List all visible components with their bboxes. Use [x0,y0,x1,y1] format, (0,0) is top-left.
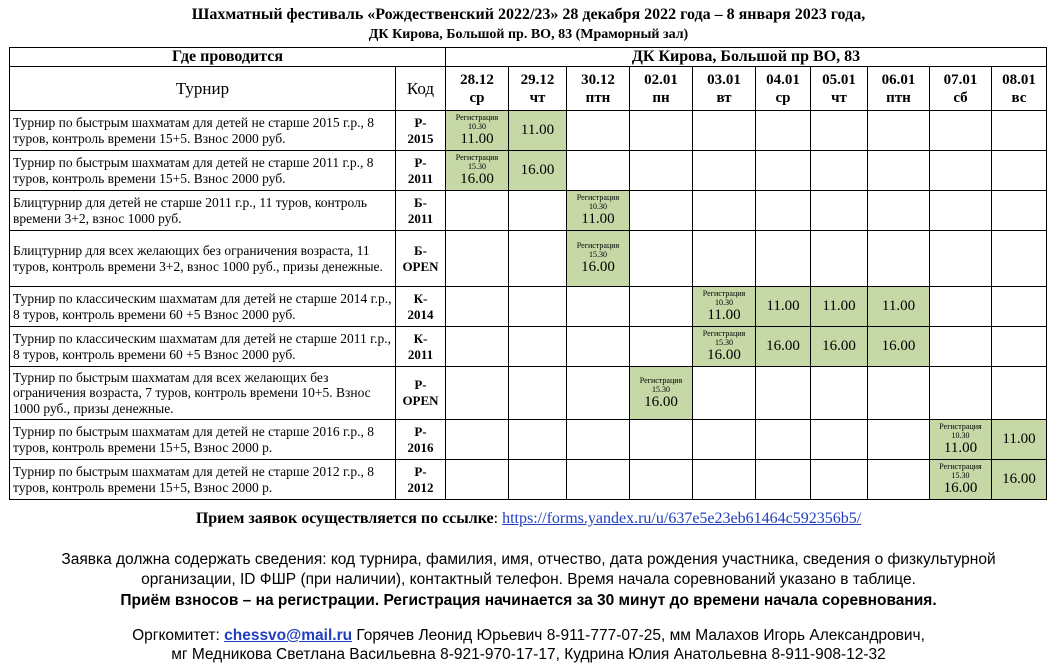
date-header: 02.01 пн [630,67,693,111]
registration-cell: Регистрация 15.30 16.00 [630,367,693,420]
table-row [10,191,1047,231]
tournament-code: Б- OPEN [396,231,446,287]
registration-cell: Регистрация 15.30 16.00 [693,327,756,367]
registration-cell: Регистрация 10.30 11.00 [693,287,756,327]
document-subtitle: ДК Кирова, Большой пр. ВО, 83 (Мраморный зал) [368,27,689,42]
tournament-description: Турнир по быстрым шахматам для детей не старше 2012 г.р., 8 туров, контроль времени 15+5, Взнос 2000 р. [10,460,396,500]
tournament-description: Блицтурнир для всех желающих без ограничения возраста, 11 туров, контроль времени 3+2, взнос 1000 руб., призы денежные. [10,231,396,287]
date-header: 07.01 сб [930,67,992,111]
tournament-code: Р- 2012 [396,460,446,500]
tournament-description: Турнир по классическим шахматам для детей не старше 2014 г.р., 8 туров, контроль времени 60 +5 Взнос 2000 руб. [10,287,396,327]
start-cell: 16.00 [992,460,1047,500]
tournament-description: Турнир по быстрым шахматам для детей не старше 2016 г.р., 8 туров, контроль времени 15+5, Взнос 2000 р. [10,420,396,460]
tournament-code: Р- 2016 [396,420,446,460]
start-cell: 11.00 [811,287,868,327]
table-row [10,367,1047,420]
registration-cell: Регистрация 10.30 11.00 [446,111,509,151]
table-row [10,111,1047,151]
orgcommittee: Оргкомитет: chessvo@mail.ru Горячев Леонид Юрьевич 8-911-777-07-25, мм Малахов Игорь Александрович, мг Медникова Светлана Васильевна 8-921-970-17-17, Кудрина Юлия Анатольевна 8-911-908-12-32 [132,627,925,663]
start-cell: 11.00 [992,420,1047,460]
tournament-description: Турнир по быстрым шахматам для всех желающих без ограничения возраста, 7 туров, контроль времени 10+5. Взнос 1000 руб., призы денежные. [10,367,396,420]
date-header: 08.01 вс [992,67,1047,111]
registration-cell: Регистрация 15.30 16.00 [930,460,992,500]
date-header: 06.01 птн [868,67,930,111]
email-link[interactable]: chessvo@mail.ru [224,627,353,644]
registration-cell: Регистрация 15.30 16.00 [446,151,509,191]
tournament-code: Р- 2011 [396,151,446,191]
table-row [10,327,1047,367]
date-header: 05.01 чт [811,67,868,111]
table-row [10,287,1047,327]
tournament-code: К- 2014 [396,287,446,327]
tournament-header: Турнир [10,67,396,111]
start-cell: 16.00 [868,327,930,367]
tournament-description: Турнир по быстрым шахматам для детей не старше 2015 г.р., 8 туров, контроль времени 15+5. Взнос 2000 руб. [10,111,396,151]
tournament-code: Б- 2011 [396,191,446,231]
tournament-description: Блицтурнир для детей не старше 2011 г.р., 11 туров, контроль времени 3+2, взнос 1000 руб. [10,191,396,231]
tournament-code: Р- 2015 [396,111,446,151]
tournament-code: Р- OPEN [396,367,446,420]
date-header: 04.01 ср [756,67,811,111]
start-cell: 16.00 [509,151,567,191]
date-header: 03.01 вт [693,67,756,111]
tournament-code: К- 2011 [396,327,446,367]
registration-cell: Регистрация 10.30 11.00 [930,420,992,460]
venue-header: ДК Кирова, Большой пр ВО, 83 [446,48,1047,67]
table-row [10,231,1047,287]
registration-cell: Регистрация 15.30 16.00 [567,231,630,287]
table-row [10,151,1047,191]
fees-note: Приём взносов – на регистрации. Регистрация начинается за 30 минут до времени начала соревнования. [120,592,937,609]
schedule-table [9,47,1047,500]
code-header: Код [396,67,446,111]
date-header: 30.12 птн [567,67,630,111]
date-header: 29.12 чт [509,67,567,111]
document-title: Шахматный фестиваль «Рождественский 2022/23» 28 декабря 2022 года – 8 января 2023 года, [191,6,866,23]
table-row [10,460,1047,500]
start-cell: 11.00 [868,287,930,327]
date-header: 28.12 ср [446,67,509,111]
applications-line: Прием заявок осуществляется по ссылке: https://forms.yandex.ru/u/637e5e23eb61464c592356b5/ [195,510,862,527]
table-row [10,420,1047,460]
info-paragraph: Заявка должна содержать сведения: код турнира, фамилия, имя, отчество, дата рождения участника, сведения о физкультурной организации, ID ФШР (при наличии), контактный телефон. Время начала соревнований указано в таблице. [61,551,996,588]
tournament-description: Турнир по быстрым шахматам для детей не старше 2011 г.р., 8 туров, контроль времени 15+5. Взнос 2000 руб. [10,151,396,191]
registration-cell: Регистрация 10.30 11.00 [567,191,630,231]
where-header: Где проводится [10,48,446,67]
start-cell: 11.00 [756,287,811,327]
applications-link[interactable]: https://forms.yandex.ru/u/637e5e23eb61464c592356b5/ [502,510,862,527]
start-cell: 16.00 [756,327,811,367]
tournament-description: Турнир по классическим шахматам для детей не старше 2011 г.р., 8 туров, контроль времени 60 +5 Взнос 2000 руб. [10,327,396,367]
applications-label: Прием заявок осуществляется по ссылке [195,510,494,527]
orgcommittee-label: Оргкомитет: [132,627,220,644]
start-cell: 16.00 [811,327,868,367]
start-cell: 11.00 [509,111,567,151]
